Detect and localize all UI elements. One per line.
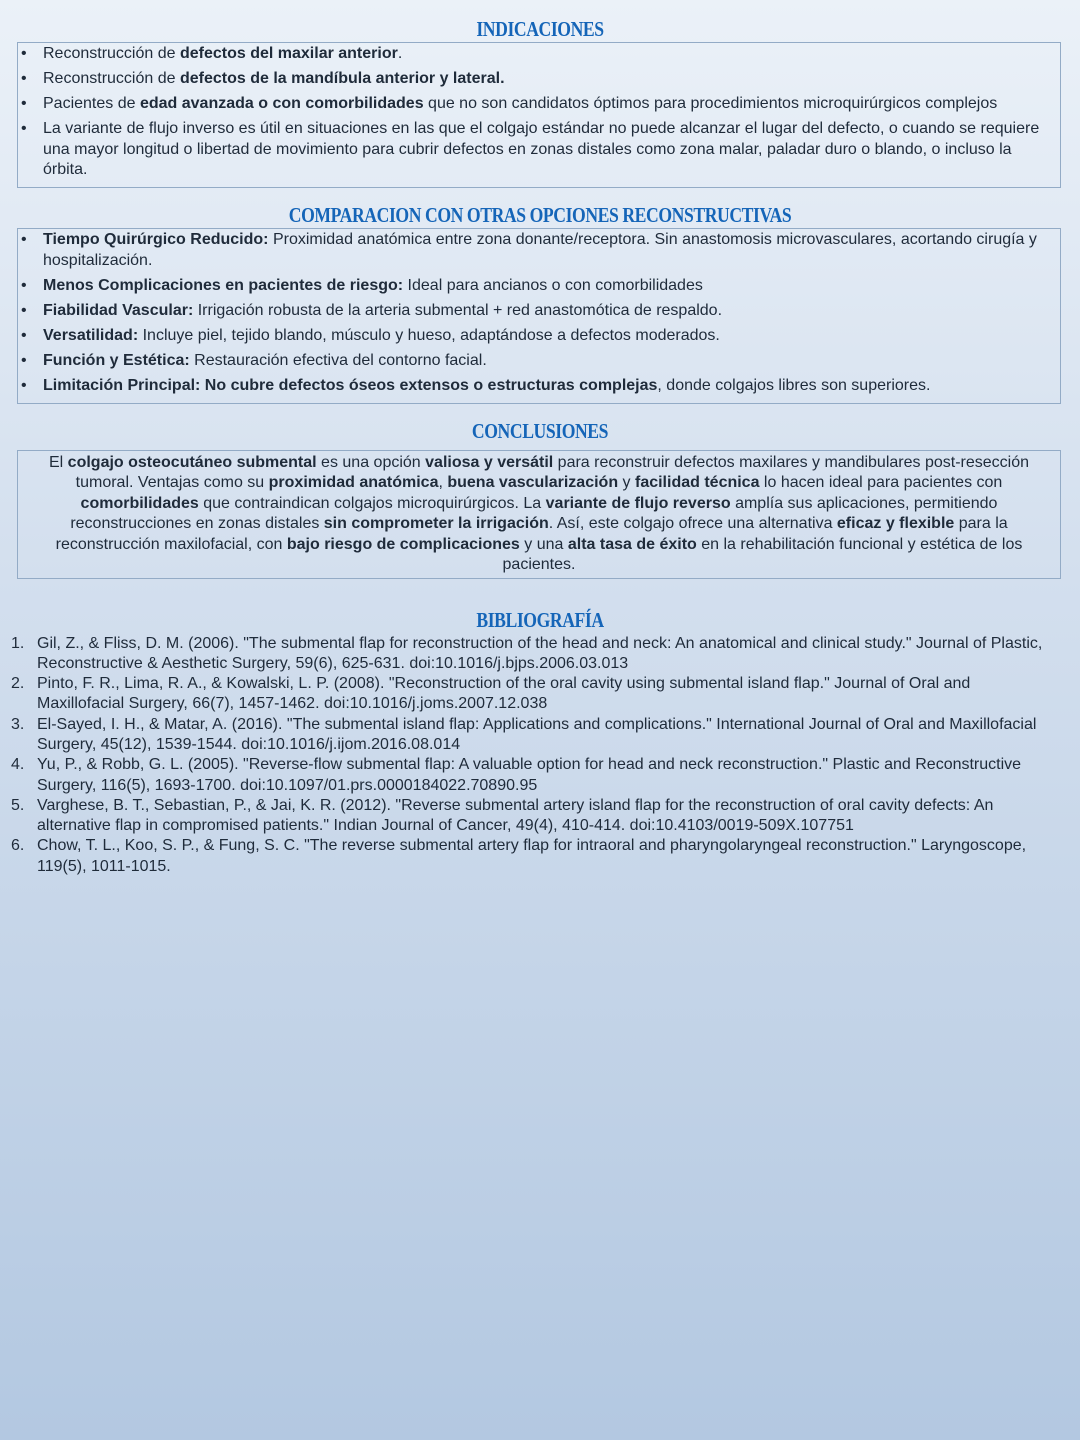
comparacion-list [18,229,1060,403]
conclusion-text: El colgajo osteocutáneo submental es una opción valiosa y versátil para reconstruir defectos maxilares y mandibulares post-resección tumoral. Ventajas como su proximidad anatómica, buena vascularización y facilidad técnica lo hacen ideal para pacientes con comorbilidades que contraindican colgajos microquirúrgicos. La variante de flujo reverso amplía sus aplicaciones, permitiendo reconstrucciones en zonas distales sin comprometer la irrigación. Así, este colgajo ofrece una alternativa eficaz y flexible para la reconstrucción maxilofacial, con bajo riesgo de complicaciones y una alta tasa de éxito en la rehabilitación funcional y estética de los pacientes. [49,453,1029,573]
bibliografia-title: BIBLIOGRAFÍA [476,607,604,632]
list-item: • Fiabilidad Vascular: Irrigación robusta de la arteria submental + red anastomótica de respaldo. [18,301,1054,322]
bibliografia-list [0,634,1080,878]
conclusiones-title: CONCLUSIONES [471,418,609,443]
list-item: • La variante de flujo inverso es útil en situaciones en las que el colgajo estándar no puede alcanzar el lugar del defecto, o cuando se requiere una mayor longitud o libertad de movimiento para cubrir defectos en zonas distales como zona malar, paladar duro o blando, o incluso la órbita. [18,119,1054,181]
list-item: • Reconstrucción de defectos del maxilar anterior. [18,44,1054,65]
reference-item: 3. El-Sayed, I. H., & Matar, A. (2016). "The submental island flap: Applications and complications." International Journal of Oral and Maxillofacial Surgery, 45(12), 1539-1544. doi:10.1016/j.ijom.2016.08.014 [11,715,1037,753]
reference-item: 1. Gil, Z., & Fliss, D. M. (2006). "The submental flap for reconstruction of the head and neck: An anatomical and clinical study." Journal of Plastic, Reconstructive & Aesthetic Surgery, 59(6), 625-631. doi:10.1016/j.bjps.2006.03.013 [11,634,1043,672]
list-item: • Función y Estética: Restauración efectiva del contorno facial. [18,351,1054,372]
indicaciones-title: INDICACIONES [476,17,604,41]
list-item: • Limitación Principal: No cubre defectos óseos extensos o estructuras complejas, donde colgajos libres son superiores. [18,376,1054,397]
reference-item: 2. Pinto, F. R., Lima, R. A., & Kowalski, L. P. (2008). "Reconstruction of the oral cavity using submental island flap." Journal of Oral and Maxillofacial Surgery, 66(7), 1457-1462. doi:10.1016/j.joms.2007.12.038 [11,675,971,713]
indicaciones-list [18,43,1060,187]
list-item: • Menos Complicaciones en pacientes de riesgo: Ideal para ancianos o con comorbilidades [18,276,1054,297]
conclusiones-box [17,450,1061,579]
comparacion-box [17,228,1061,404]
list-item: • Pacientes de edad avanzada o con comorbilidades que no son candidatos óptimos para procedimientos microquirúrgicos complejos [18,94,1054,115]
comparacion-title: COMPARACION CON OTRAS OPCIONES RECONSTRUCTIVAS [288,203,792,227]
indicaciones-box [17,42,1061,188]
list-item: • Versatilidad: Incluye piel, tejido blando, músculo y hueso, adaptándose a defectos moderados. [18,326,1054,347]
list-item: • Reconstrucción de defectos de la mandíbula anterior y lateral. [18,69,1054,90]
reference-item: 4. Yu, P., & Robb, G. L. (2005). "Reverse-flow submental flap: A valuable option for head and neck reconstruction." Plastic and Reconstructive Surgery, 116(5), 1693-1700. doi:10.1097/01.prs.0000184022.70890.95 [11,756,1022,794]
reference-item: 6. Chow, T. L., Koo, S. P., & Fung, S. C. "The reverse submental artery flap for intraoral and pharyngolaryngeal reconstruction." Laryngoscope, 119(5), 1011-1015. [11,837,1027,875]
list-item: • Tiempo Quirúrgico Reducido: Proximidad anatómica entre zona donante/receptora. Sin anastomosis microvasculares, acortando cirugía y hospitalización. [18,230,1054,271]
reference-item: 5. Varghese, B. T., Sebastian, P., & Jai, K. R. (2012). "Reverse submental artery island flap for the reconstruction of oral cavity defects: An alternative flap in compromised patients." Indian Journal of Cancer, 49(4), 410-414. doi:10.4103/0019-509X.107751 [11,796,994,835]
